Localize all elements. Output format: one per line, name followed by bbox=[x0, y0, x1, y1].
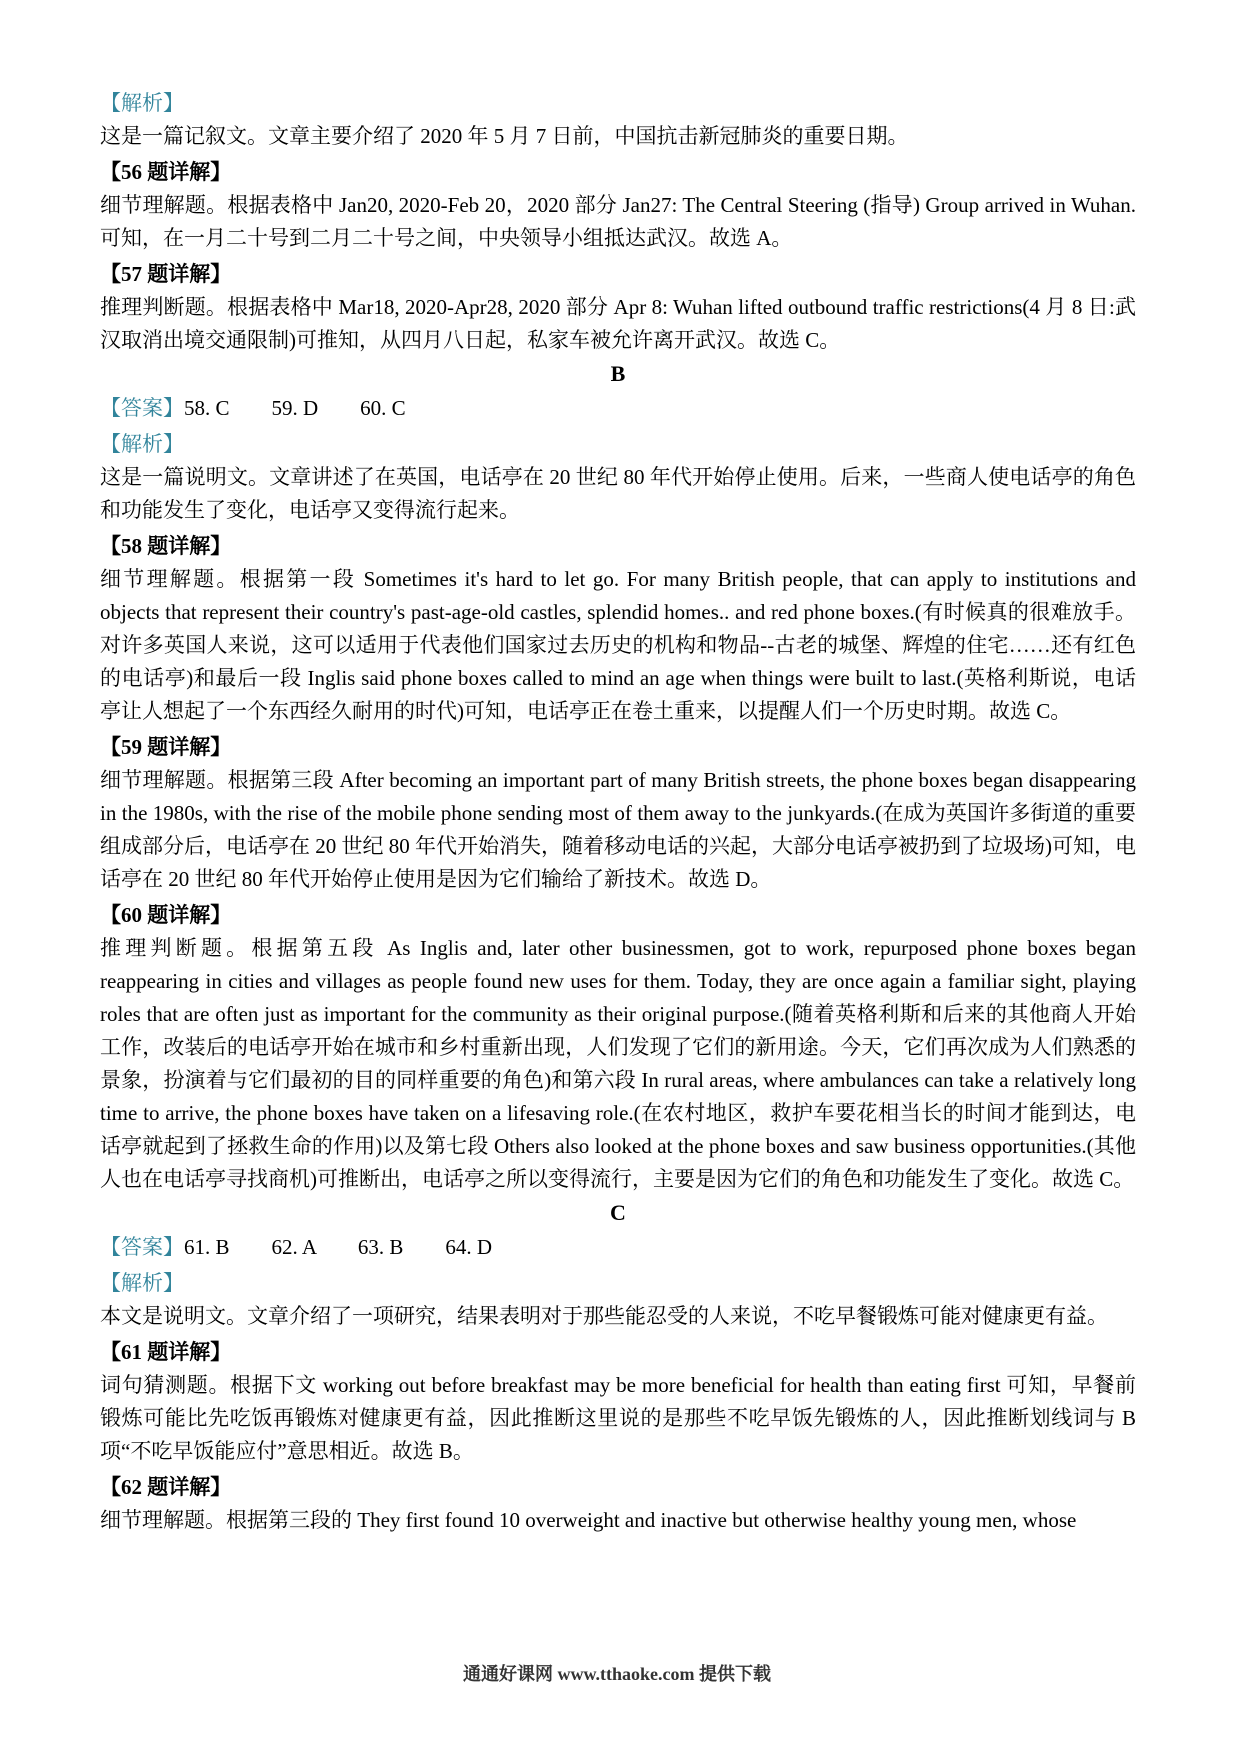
answer-label: 【答案】 bbox=[100, 1235, 184, 1259]
answer-values: 58. C 59. D 60. C bbox=[184, 396, 406, 420]
analysis-label: 【解析】 bbox=[100, 1271, 184, 1295]
paragraph: 推理判断题。根据第五段 As Inglis and, later other businessmen, got to work, repurposed phone boxes began reappearing in cities and villages as people found new uses for them. Today, they are once again a familiar sight, playing roles that are often just as important for the community as their original purpose.(随着英格利斯和后来的其他商人开始工作，改装后的电话亭开始在城市和乡村重新出现，人们发现了它们的新用途。今天，它们再次成为人们熟悉的景象，扮演着与它们最初的目的同样重要的角色)和第六段 In rural areas, where ambulances can take a relatively long time to arrive, the phone boxes have taken on a lifesaving role.(在农村地区，救护车要花相当长的时间才能到达，电话亭就起到了拯救生命的作用)以及第七段 Others also looked at the phone boxes and saw business opportunities.(其他人也在电话亭寻找商机)可推断出，电话亭之所以变得流行，主要是因为它们的角色和功能发生了变化。故选 C。 bbox=[100, 936, 1136, 1191]
paragraph: 这是一篇记叙文。文章主要介绍了 2020 年 5 月 7 日前，中国抗击新冠肺炎的重要日期。 bbox=[100, 124, 909, 148]
paragraph: 细节理解题。根据第一段 Sometimes it's hard to let go. For many British people, that can apply to institutions and objects that represent their country's past-age-old castles, splendid homes.. and red phone boxes.(有时候真的很难放手。对许多英国人来说，这可以适用于代表他们国家过去历史的机构和物品--古老的城堡、辉煌的住宅……还有红色的电话亭)和最后一段 Inglis said phone boxes called to mind an age when things were built to last.(英格利斯说，电话亭让人想起了一个东西经久耐用的时代)可知，电话亭正在卷土重来，以提醒人们一个历史时期。故选 C。 bbox=[100, 567, 1136, 723]
question-heading: 【57 题详解】 bbox=[100, 262, 232, 286]
paragraph: 细节理解题。根据第三段 After becoming an important part of many British streets, the phone boxes began disappearing in the 1980s, with the rise of the mobile phone sending most of them away to the junkyards.(在成为英国许多街道的重要组成部分后，电话亭在 20 世纪 80 年代开始消失，随着移动电话的兴起，大部分电话亭被扔到了垃圾场)可知，电话亭在 20 世纪 80 年代开始停止使用是因为它们输给了新技术。故选 D。 bbox=[100, 768, 1136, 891]
answer-line bbox=[100, 1231, 1136, 1264]
question-heading: 【56 题详解】 bbox=[100, 160, 232, 184]
paragraph: 细节理解题。根据表格中 Jan20, 2020-Feb 20，2020 部分 Jan27: The Central Steering (指导) Group arrived in Wuhan.可知，在一月二十号到二月二十号之间，中央领导小组抵达武汉。故选 A。 bbox=[100, 193, 1136, 250]
question-heading: 【58 题详解】 bbox=[100, 534, 232, 558]
paragraph: 推理判断题。根据表格中 Mar18, 2020-Apr28, 2020 部分 Apr 8: Wuhan lifted outbound traffic restrictions(4 月 8 日:武汉取消出境交通限制)可推知，从四月八日起，私家车被允许离开武汉。故选 C。 bbox=[100, 295, 1136, 352]
section-letter: C bbox=[610, 1200, 626, 1225]
paragraph: 本文是说明文。文章介绍了一项研究，结果表明对于那些能忍受的人来说，不吃早餐锻炼可能对健康更有益。 bbox=[100, 1304, 1108, 1328]
question-heading: 【60 题详解】 bbox=[100, 903, 232, 927]
paragraph: 词句猜测题。根据下文 working out before breakfast may be more beneficial for health than eating first 可知，早餐前锻炼可能比先吃饭再锻炼对健康更有益，因此推断这里说的是那些不吃早饭先锻炼的人，因此推断划线词与 B 项“不吃早饭能应付”意思相近。故选 B。 bbox=[100, 1373, 1136, 1463]
answer-values: 61. B 62. A 63. B 64. D bbox=[184, 1235, 493, 1259]
analysis-label: 【解析】 bbox=[100, 432, 184, 456]
answer-line bbox=[100, 392, 1136, 425]
analysis-label: 【解析】 bbox=[100, 91, 184, 115]
question-heading: 【61 题详解】 bbox=[100, 1340, 232, 1364]
section-letter: B bbox=[610, 361, 626, 386]
document-content bbox=[100, 84, 1136, 1537]
question-heading: 【59 题详解】 bbox=[100, 735, 232, 759]
question-heading: 【62 题详解】 bbox=[100, 1475, 232, 1499]
paragraph: 这是一篇说明文。文章讲述了在英国，电话亭在 20 世纪 80 年代开始停止使用。后来，一些商人使电话亭的角色和功能发生了变化，电话亭又变得流行起来。 bbox=[100, 465, 1136, 522]
page-footer: 通通好课网 www.tthaoke.com 提供下载 bbox=[463, 1664, 771, 1684]
paragraph: 细节理解题。根据第三段的 They first found 10 overweight and inactive but otherwise healthy young men, whose bbox=[100, 1508, 1077, 1532]
answer-label: 【答案】 bbox=[100, 396, 184, 420]
